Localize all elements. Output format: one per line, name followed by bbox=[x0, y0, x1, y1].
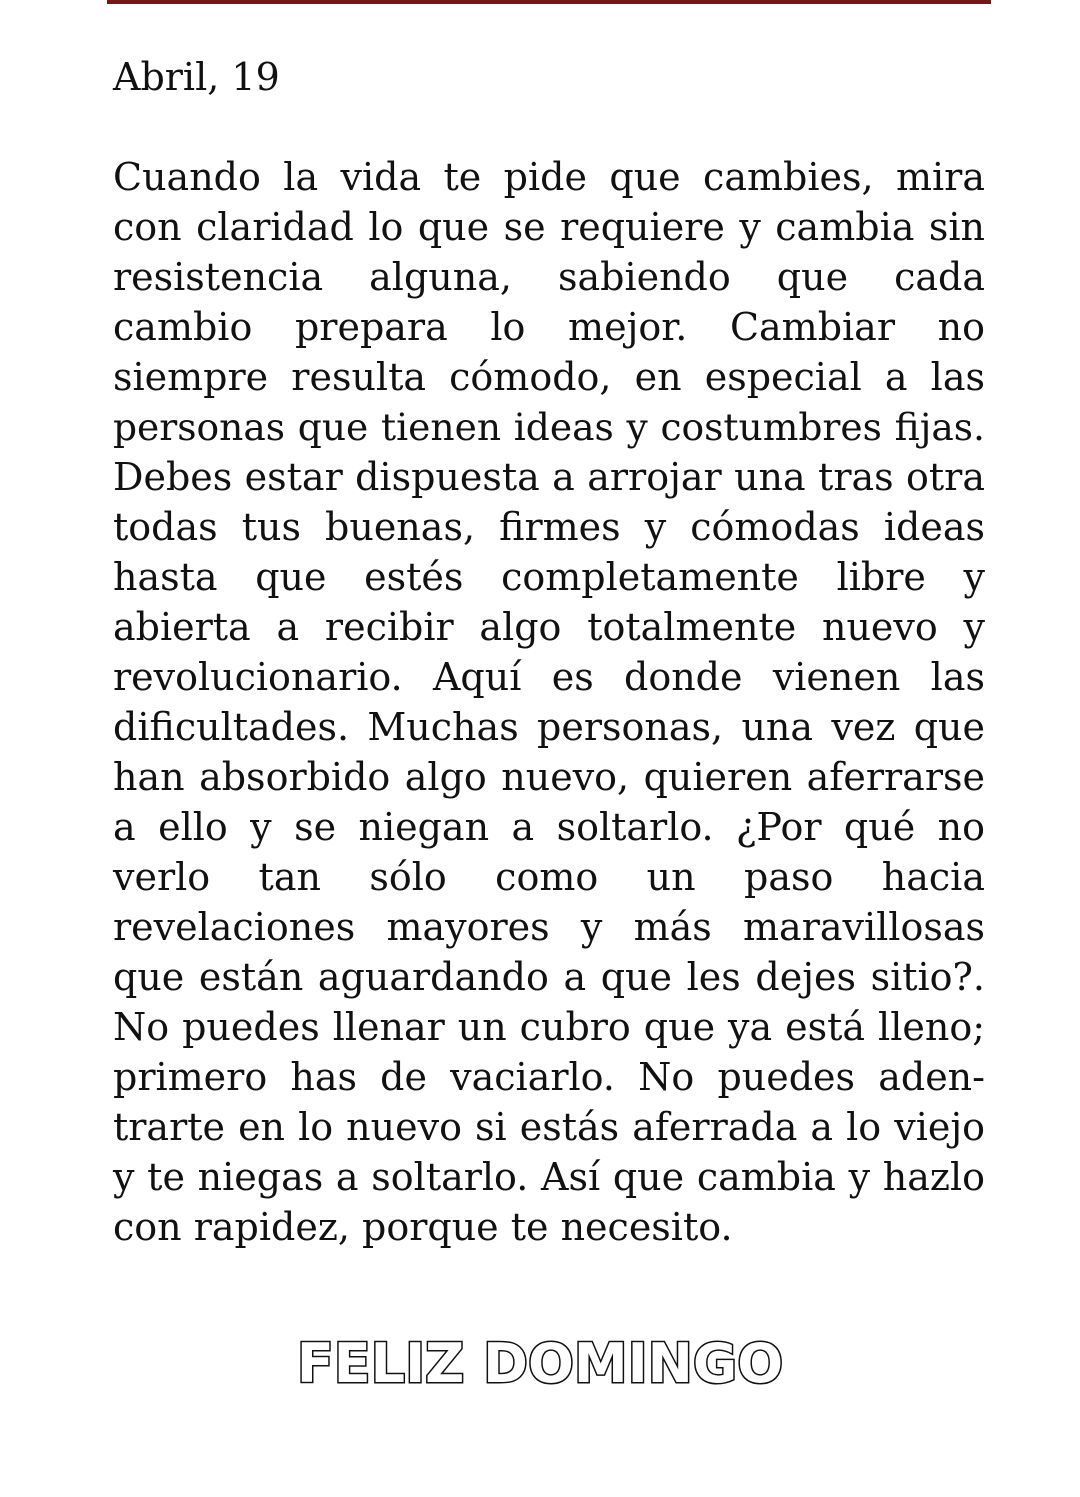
reading-page bbox=[113, 52, 985, 1252]
body-line: y te niegas a soltarlo. Así que cambia y hazlo bbox=[113, 1155, 985, 1199]
body-line: verlo tan sólo como un paso hacia bbox=[113, 855, 985, 899]
body-line: personas que tienen ideas y costumbres fijas. bbox=[113, 405, 985, 449]
date-heading: Abril, 19 bbox=[113, 55, 280, 99]
body-line: siempre resulta cómodo, en especial a las bbox=[113, 355, 985, 399]
body-line: cambio prepara lo mejor. Cambiar no bbox=[113, 305, 985, 349]
body-line: Cuando la vida te pide que cambies, mira bbox=[113, 155, 985, 199]
footer-greeting: FELIZ DOMINGO bbox=[296, 1332, 784, 1395]
body-line: dificultades. Muchas personas, una vez que bbox=[113, 705, 985, 749]
body-line: trarte en lo nuevo si estás aferrada a lo viejo bbox=[113, 1105, 985, 1149]
body-line: revelaciones mayores y más maravillosas bbox=[113, 905, 985, 949]
body-line: Debes estar dispuesta a arrojar una tras otra bbox=[113, 455, 985, 499]
body-line: primero has de vaciarlo. No puedes aden- bbox=[113, 1055, 985, 1099]
body-line: a ello y se niegan a soltarlo. ¿Por qué no bbox=[113, 805, 985, 849]
body-line: han absorbido algo nuevo, quieren aferrarse bbox=[113, 755, 985, 799]
footer bbox=[0, 1332, 1080, 1396]
body-line: abierta a recibir algo totalmente nuevo y bbox=[113, 605, 985, 649]
body-line: No puedes llenar un cubro que ya está lleno; bbox=[113, 1005, 985, 1049]
body-line: revolucionario. Aquí es donde vienen las bbox=[113, 655, 985, 699]
body-line: que están aguardando a que les dejes sitio?. bbox=[113, 955, 985, 999]
body-line: resistencia alguna, sabiendo que cada bbox=[113, 255, 985, 299]
body-line: con rapidez, porque te necesito. bbox=[113, 1205, 733, 1249]
body-line: hasta que estés completamente libre y bbox=[113, 555, 985, 599]
body-line: todas tus buenas, firmes y cómodas ideas bbox=[113, 505, 985, 549]
body-paragraph bbox=[113, 152, 985, 1252]
top-divider bbox=[107, 0, 991, 4]
body-line: con claridad lo que se requiere y cambia sin bbox=[113, 205, 985, 249]
